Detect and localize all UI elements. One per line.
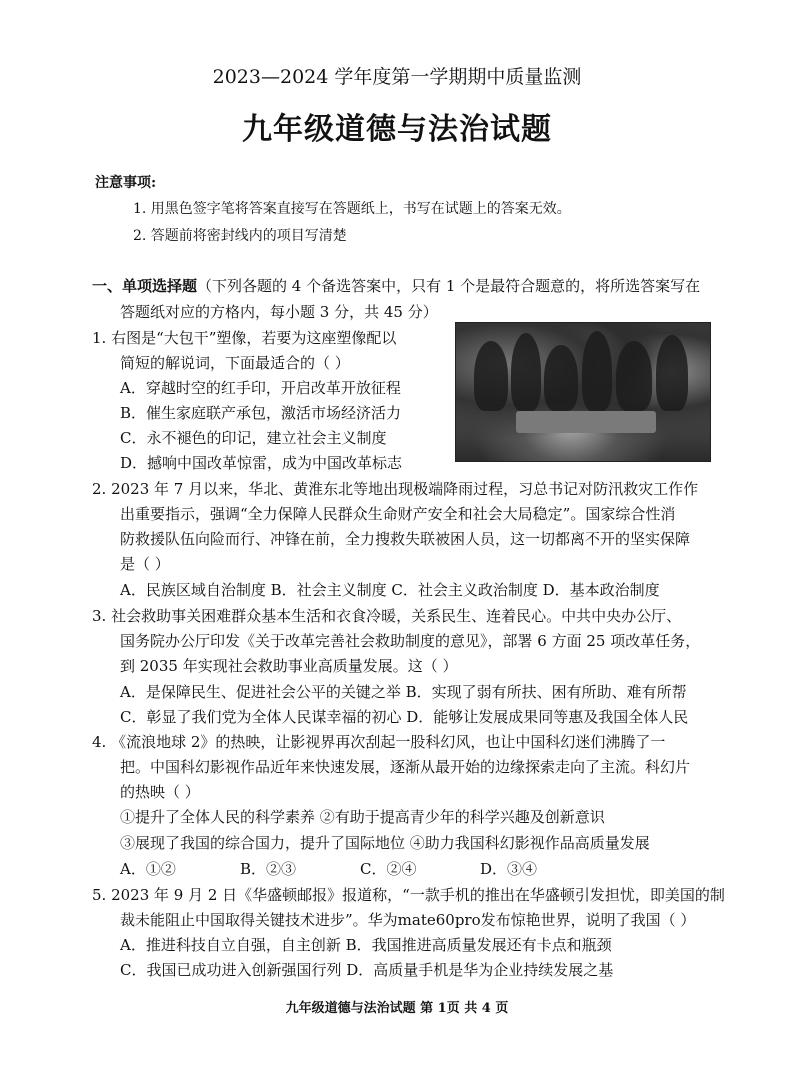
question-4-option-b: B．②③ <box>240 860 297 878</box>
note-item: 1. 用黑色签字笔将答案直接写在答题纸上，书写在试题上的答案无效。 <box>133 201 571 217</box>
question-1-option-a: A．穿越时空的红手印，开启改革开放征程 <box>120 379 401 397</box>
question-4-items: ③展现了我国的综合国力，提升了国际地位 ④助力我国科幻影视作品高质量发展 <box>120 834 650 852</box>
question-1-option-d: D．撼响中国改革惊雷，成为中国改革标志 <box>120 454 403 472</box>
question-1-stem-cont: 简短的解说词，下面最适合的（ ） <box>120 354 350 372</box>
question-3-stem-cont: 到 2035 年实现社会救助事业高质量发展。这（ ） <box>120 657 458 675</box>
question-3-stem: 3. 社会救助事关困难群众基本生活和衣食冷暖，关系民生、连着民心。中共中央办公厅、 <box>92 607 682 625</box>
question-5-stem: 5. 2023 年 9 月 2 日《华盛顿邮报》报道称，“一款手机的推出在华盛顿引发担忧，即美国的制 <box>92 886 725 904</box>
section-intro-cont: 答题纸对应的方格内，每小题 3 分，共 45 分） <box>120 303 438 321</box>
question-2-stem-cont: 出重要指示，强调“全力保障人民群众生命财产安全和社会大局稳定”。国家综合性消 <box>120 505 676 523</box>
section-header <box>92 275 700 296</box>
page-footer: 九年级道德与法治试题 第 1页 共 4 页 <box>285 1001 509 1016</box>
question-5-stem-cont: 裁未能阻止中国取得关键技术进步”。华为mate60pro发布惊艳世界，说明了我国（ ） <box>120 911 696 929</box>
question-5-options-ab: A．推进科技自立自强，自主创新 B．我国推进高质量发展还有卡点和瓶颈 <box>120 936 612 954</box>
question-4-option-c: C．②④ <box>360 860 417 878</box>
note-item: 2. 答题前将密封线内的项目写清楚 <box>133 228 347 244</box>
question-1-option-c: C．永不褪色的印记，建立社会主义制度 <box>120 429 387 447</box>
question-3-options-ab: A．是保障民生、促进社会公平的关键之举 B．实现了弱有所扶、困有所助、难有所帮 <box>120 683 687 701</box>
term-title: 2023—2024 学年度第一学期期中质量监测 <box>212 66 582 88</box>
question-2-stem-cont: 防救援队伍向险而行、冲锋在前，全力搜救失联被困人员，这一切都离不开的坚实保障 <box>120 530 691 548</box>
sculpture-photo <box>455 322 711 462</box>
notes-heading: 注意事项: <box>95 175 157 191</box>
question-4-option-a: A．①② <box>120 860 176 878</box>
question-4-stem: 4. 《流浪地球 2》的热映，让影视界再次刮起一股科幻风，也让中国科幻迷们沸腾了一 <box>92 733 666 751</box>
question-4-stem-cont: 的热映（ ） <box>120 783 200 801</box>
question-4-option-d: D．③④ <box>480 860 538 878</box>
question-2-stem: 2. 2023 年 7 月以来，华北、黄淮东北等地出现极端降雨过程，习总书记对防汛救灾工作作 <box>92 480 699 498</box>
question-2-stem-cont: 是（ ） <box>120 555 170 573</box>
question-4-items: ①提升了全体人民的科学素养 ②有助于提高青少年的科学兴趣及创新意识 <box>120 808 605 826</box>
question-1-option-b: B．催生家庭联产承包，激活市场经济活力 <box>120 404 402 422</box>
question-3-stem-cont: 国务院办公厅印发《关于改革完善社会救助制度的意见》，部署 6 方面 25 项改革任务， <box>120 632 701 650</box>
section-title: 一、单项选择题 <box>92 277 198 295</box>
question-1-stem: 1. 右图是“大包干”塑像，若要为这座塑像配以 <box>92 329 397 347</box>
section-intro: （下列各题的 4 个备选答案中，只有 1 个是最符合题意的，将所选答案写在 <box>197 277 701 295</box>
question-3-options-cd: C．彰显了我们党为全体人民谋幸福的初心 D．能够让发展成果同等惠及我国全体人民 <box>120 708 689 726</box>
exam-title: 九年级道德与法治试题 <box>242 112 552 147</box>
question-2-options: A．民族区域自治制度 B．社会主义制度 C．社会主义政治制度 D．基本政治制度 <box>120 581 660 599</box>
question-5-options-cd: C．我国已成功进入创新强国行列 D．高质量手机是华为企业持续发展之基 <box>120 961 614 979</box>
question-4-stem-cont: 把。中国科幻影视作品近年来快速发展，逐渐从最开始的边缘探索走向了主流。科幻片 <box>120 758 691 776</box>
